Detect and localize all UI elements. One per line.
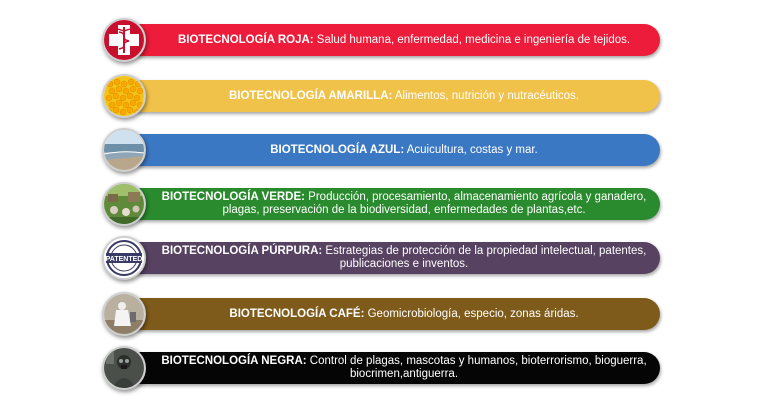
desc-purpura: Estrategias de protección de la propiedad intelectual, patentes, publicaciones e inventos. (322, 245, 647, 270)
corn-icon (102, 74, 146, 118)
bar-purpura (124, 242, 660, 274)
desc-roja: Salud humana, enfermedad, medicina e ingeniería de tejidos. (313, 33, 631, 46)
bar-verde (124, 188, 660, 220)
bar-azul (124, 134, 660, 166)
label-cafe (229, 308, 578, 321)
desc-verde: Producción, procesamiento, almacenamiento agrícola y ganadero, plagas, preservación de la biodiversidad, enfermedades de plantas,etc. (222, 191, 647, 216)
red-cross-caduceus-icon (102, 18, 146, 62)
row-azul (102, 128, 660, 168)
label-negra (160, 355, 648, 381)
desc-cafe: Geomicrobiología, especio, zonas áridas. (364, 307, 579, 320)
label-roja (178, 34, 630, 47)
label-azul (270, 144, 538, 157)
desert-worker-photo-icon (102, 292, 146, 336)
desc-azul: Acuicultura, costas y mar. (404, 143, 538, 156)
name-amarilla: BIOTECNOLOGÍA AMARILLA: (229, 89, 393, 102)
name-cafe: BIOTECNOLOGÍA CAFÉ: (229, 307, 365, 320)
desc-amarilla: Alimentos, nutrición y nutracéuticos. (392, 89, 579, 102)
name-roja: BIOTECNOLOGÍA ROJA: (177, 33, 314, 46)
hazmat-photo-icon (102, 346, 146, 390)
name-purpura: BIOTECNOLOGÍA PÚRPURA: (161, 245, 323, 257)
label-amarilla (229, 90, 579, 103)
bar-roja (124, 24, 660, 56)
coast-photo-icon (102, 128, 146, 172)
desc-negra: Control de plagas, mascotas y humanos, bioterrorismo, bioguerra, biocrimen,antiguerra. (306, 355, 647, 380)
label-purpura (160, 245, 648, 271)
row-cafe (102, 292, 660, 332)
patented-stamp-text: PATENTED (105, 256, 143, 263)
row-verde (102, 182, 660, 222)
row-roja (102, 18, 660, 58)
row-negra (102, 346, 660, 386)
farm-photo-icon (102, 182, 146, 226)
row-amarilla (102, 74, 660, 114)
label-verde (160, 191, 648, 217)
row-purpura (102, 236, 660, 276)
name-negra: BIOTECNOLOGÍA NEGRA: (161, 355, 307, 367)
name-verde: BIOTECNOLOGÍA VERDE: (161, 191, 305, 203)
name-azul: BIOTECNOLOGÍA AZUL: (270, 143, 405, 156)
bar-cafe (124, 298, 660, 330)
bar-negra (124, 352, 660, 384)
patented-stamp-icon (102, 236, 146, 280)
bar-amarilla (124, 80, 660, 112)
